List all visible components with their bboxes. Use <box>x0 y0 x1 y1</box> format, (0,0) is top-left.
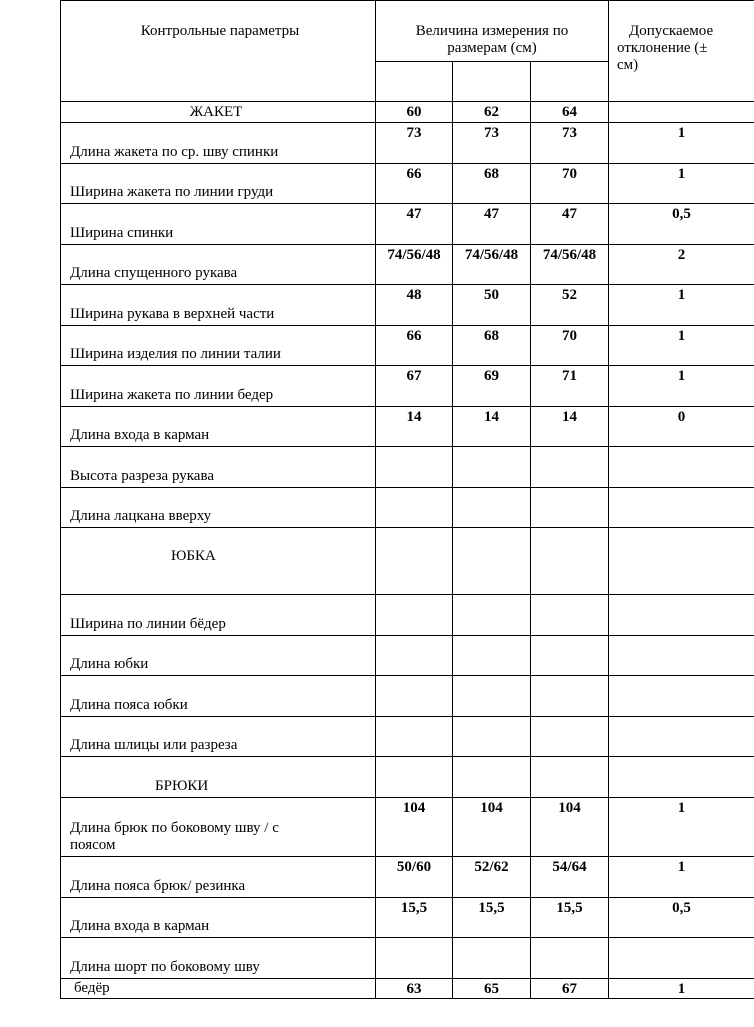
table-row <box>61 447 754 488</box>
table-row <box>61 488 754 528</box>
row-value-size-2: 15,5 <box>453 898 531 938</box>
skirt-size-3 <box>531 528 609 595</box>
table-row <box>61 717 754 757</box>
row-value-size-2: 73 <box>453 123 531 164</box>
header-param-cell <box>61 1 376 102</box>
row-param: Длина лацкана вверху <box>61 488 376 528</box>
jacket-size-1: 60 <box>376 102 453 123</box>
row-value-size-2: 69 <box>453 366 531 407</box>
row-tolerance: 1 <box>609 979 754 999</box>
table-row <box>61 898 754 938</box>
row-param: Длина спущенного рукава <box>61 245 376 285</box>
skirt-title: ЮБКА <box>171 548 216 564</box>
row-value-size-2: 68 <box>453 326 531 366</box>
table-row <box>61 123 754 164</box>
row-value-size-3 <box>531 447 609 488</box>
row-value-size-1: 47 <box>376 204 453 245</box>
jacket-size-2: 62 <box>453 102 531 123</box>
row-param: Длина жакета по ср. шву спинки <box>61 123 376 164</box>
row-param: Длина юбки <box>61 636 376 676</box>
table-row <box>61 326 754 366</box>
jacket-size-tolerance <box>609 102 754 123</box>
row-param: Длина шлицы или разреза <box>61 717 376 757</box>
row-value-size-1: 66 <box>376 164 453 204</box>
row-value-size-3: 70 <box>531 326 609 366</box>
pants-section-row <box>61 757 754 798</box>
header-param-label: Контрольные параметры <box>140 23 300 39</box>
table-row <box>61 857 754 898</box>
row-value-size-1: 15,5 <box>376 898 453 938</box>
row-value-size-2 <box>453 488 531 528</box>
table-row <box>61 204 754 245</box>
row-value-size-3: 74/56/48 <box>531 245 609 285</box>
row-param: Ширина спинки <box>61 204 376 245</box>
row-tolerance: 1 <box>609 798 754 857</box>
pants-size-3 <box>531 757 609 798</box>
table-row <box>61 595 754 636</box>
header-row <box>61 1 754 62</box>
row-value-size-2: 68 <box>453 164 531 204</box>
row-param: Высота разреза рукава <box>61 447 376 488</box>
pants-size-1 <box>376 757 453 798</box>
jacket-title: ЖАКЕТ <box>189 104 243 120</box>
header-measure-line1: Величина измерения по <box>415 23 569 39</box>
row-value-size-3: 14 <box>531 407 609 447</box>
jacket-section-title <box>61 102 376 123</box>
row-value-size-2 <box>453 676 531 717</box>
table-row <box>61 636 754 676</box>
measurement-table <box>60 0 754 999</box>
skirt-size-2 <box>453 528 531 595</box>
table-row <box>61 979 754 999</box>
row-value-size-1: 74/56/48 <box>376 245 453 285</box>
row-value-size-1 <box>376 938 453 979</box>
row-value-size-1 <box>376 717 453 757</box>
row-tolerance <box>609 938 754 979</box>
row-param: Длина пояса брюк/ резинка <box>61 857 376 898</box>
row-param: Ширина жакета по линии груди <box>61 164 376 204</box>
row-param: Ширина изделия по линии талии <box>61 326 376 366</box>
skirt-section-title <box>61 528 376 595</box>
pants-title: БРЮКИ <box>155 778 209 794</box>
row-value-size-3 <box>531 488 609 528</box>
table-row <box>61 676 754 717</box>
row-tolerance <box>609 488 754 528</box>
row-value-size-1 <box>376 676 453 717</box>
row-value-size-1: 66 <box>376 326 453 366</box>
pants-section-title <box>61 757 376 798</box>
row-tolerance <box>609 636 754 676</box>
row-value-size-3: 15,5 <box>531 898 609 938</box>
row-value-size-2 <box>453 938 531 979</box>
row-value-size-3: 104 <box>531 798 609 857</box>
row-tolerance: 1 <box>609 857 754 898</box>
header-tolerance-line3: см) <box>617 57 639 73</box>
row-value-size-1 <box>376 595 453 636</box>
row-tolerance: 2 <box>609 245 754 285</box>
row-param-line2: поясом <box>70 837 116 853</box>
row-tolerance <box>609 447 754 488</box>
row-param: Ширина по линии бёдер <box>61 595 376 636</box>
table-row <box>61 938 754 979</box>
pants-size-tolerance <box>609 757 754 798</box>
row-value-size-2 <box>453 447 531 488</box>
row-value-size-1 <box>376 636 453 676</box>
row-tolerance: 0,5 <box>609 204 754 245</box>
row-param: Длина входа в карман <box>61 407 376 447</box>
row-tolerance: 1 <box>609 366 754 407</box>
row-value-size-1: 14 <box>376 407 453 447</box>
header-measure-cell <box>376 1 609 62</box>
table-row <box>61 366 754 407</box>
row-param: Длина шорт по боковому шву <box>61 938 376 979</box>
row-value-size-1: 63 <box>376 979 453 999</box>
row-value-size-3: 47 <box>531 204 609 245</box>
table-row <box>61 164 754 204</box>
row-value-size-1 <box>376 447 453 488</box>
header-size-slot-3 <box>531 62 609 102</box>
row-tolerance <box>609 595 754 636</box>
row-param: Ширина рукава в верхней части <box>61 285 376 326</box>
header-measure-line2: размерам (см) <box>447 40 537 56</box>
row-tolerance <box>609 717 754 757</box>
row-value-size-2 <box>453 717 531 757</box>
table-row <box>61 285 754 326</box>
pants-size-2 <box>453 757 531 798</box>
skirt-section-row <box>61 528 754 595</box>
row-value-size-2: 65 <box>453 979 531 999</box>
row-value-size-1: 73 <box>376 123 453 164</box>
row-tolerance: 1 <box>609 123 754 164</box>
row-value-size-3: 73 <box>531 123 609 164</box>
header-size-slot-2 <box>453 62 531 102</box>
header-tolerance-line1: Допускаемое <box>629 23 714 39</box>
header-size-slot-1 <box>376 62 453 102</box>
row-param: Ширина жакета по линии бедер <box>61 366 376 407</box>
row-value-size-2: 47 <box>453 204 531 245</box>
row-param-line1: Длина брюк по боковому шву / с <box>70 820 279 836</box>
row-value-size-3: 54/64 <box>531 857 609 898</box>
row-value-size-3 <box>531 938 609 979</box>
skirt-size-1 <box>376 528 453 595</box>
row-value-size-3 <box>531 676 609 717</box>
row-value-size-2 <box>453 595 531 636</box>
row-tolerance <box>609 676 754 717</box>
row-value-size-3: 52 <box>531 285 609 326</box>
jacket-section-row <box>61 102 754 123</box>
row-value-size-2: 52/62 <box>453 857 531 898</box>
row-tolerance: 0 <box>609 407 754 447</box>
row-tolerance: 1 <box>609 285 754 326</box>
table-row <box>61 245 754 285</box>
row-value-size-2: 14 <box>453 407 531 447</box>
row-value-size-3 <box>531 595 609 636</box>
row-value-size-2: 74/56/48 <box>453 245 531 285</box>
row-value-size-1: 104 <box>376 798 453 857</box>
row-param <box>61 798 376 857</box>
row-param: Длина входа в карман <box>61 898 376 938</box>
row-value-size-2 <box>453 636 531 676</box>
row-value-size-3 <box>531 636 609 676</box>
row-value-size-3 <box>531 717 609 757</box>
row-tolerance: 1 <box>609 326 754 366</box>
row-tolerance: 0,5 <box>609 898 754 938</box>
row-param: Длина пояса юбки <box>61 676 376 717</box>
row-value-size-2: 50 <box>453 285 531 326</box>
table-row <box>61 407 754 447</box>
header-tolerance-cell <box>609 1 754 102</box>
row-value-size-1: 67 <box>376 366 453 407</box>
row-value-size-1 <box>376 488 453 528</box>
row-value-size-3: 70 <box>531 164 609 204</box>
row-param: бедёр <box>61 979 376 999</box>
row-value-size-1: 48 <box>376 285 453 326</box>
row-value-size-3: 67 <box>531 979 609 999</box>
table-row <box>61 798 754 857</box>
jacket-size-3: 64 <box>531 102 609 123</box>
skirt-size-tolerance <box>609 528 754 595</box>
row-value-size-1: 50/60 <box>376 857 453 898</box>
header-tolerance-line2: отклонение (± <box>617 40 708 56</box>
row-value-size-2: 104 <box>453 798 531 857</box>
row-value-size-3: 71 <box>531 366 609 407</box>
row-tolerance: 1 <box>609 164 754 204</box>
